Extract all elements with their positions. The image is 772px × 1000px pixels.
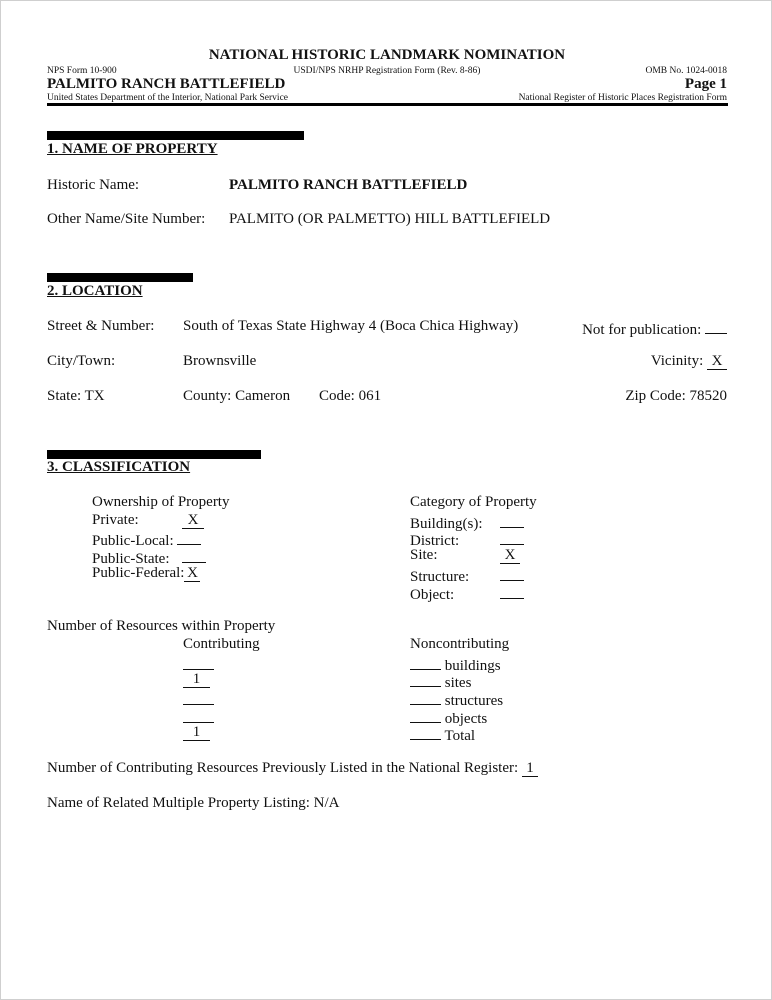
noncontrib-row-total [410,724,475,745]
noncontrib-type-label: sites [444,675,472,691]
contributing-field[interactable]: 1 [183,725,210,741]
category-title: Category of Property [410,494,537,510]
noncontributing-field[interactable] [410,707,441,723]
historic-name-value: PALMITO RANCH BATTLEFIELD [229,177,468,193]
noncontributing-field[interactable] [410,671,441,687]
historic-name-label: Historic Name: [47,177,140,193]
ownership-label: Public-Local: [92,533,174,549]
not-for-publication [582,318,727,339]
other-name-label: Other Name/Site Number: [47,211,206,227]
section-heading-classification: 3. CLASSIFICATION [47,459,191,475]
category-label: Object: [410,587,455,603]
noncontrib-type-label: structures [444,693,504,709]
previously-listed-label: Number of Contributing Resources Previously Listed in the National Register: [47,760,519,776]
page-number: Page 1 [684,76,727,92]
vicinity-field[interactable]: X [707,354,727,370]
contributing-label: Contributing [183,636,260,652]
multiple-property-listing: Name of Related Multiple Property Listing: N/A [47,795,340,811]
section-bar-3 [47,450,261,459]
noncontributing-field[interactable] [410,724,441,740]
ownership-field[interactable] [182,547,206,563]
ownership-label: Private: [92,512,139,528]
street-value: South of Texas State Highway 4 (Boca Chica Highway) [183,318,519,334]
code-label: Code: 061 [319,388,382,404]
other-name-value: PALMITO (OR PALMETTO) HILL BATTLEFIELD [229,211,551,227]
category-label: Building(s): [410,516,483,532]
noncontributing-field[interactable] [410,654,441,670]
category-row-site [410,547,520,564]
ownership-label: Public-State: [92,551,170,567]
form-title: NATIONAL HISTORIC LANDMARK NOMINATION [208,47,566,63]
resources-title: Number of Resources within Property [47,618,276,634]
registration-form-rev: USDI/NPS NRHP Registration Form (Rev. 8-86) [293,66,481,76]
state-label: State: TX [47,388,105,404]
ownership-row-private [92,512,204,529]
section-bar-2 [47,273,193,282]
section-heading-name: 1. NAME OF PROPERTY [47,141,218,157]
not-for-publication-label: Not for publication: [582,322,702,338]
noncontributing-field[interactable] [410,689,441,705]
section-bar-1 [47,131,304,140]
section-heading-location: 2. LOCATION [47,283,143,299]
street-label: Street & Number: [47,318,155,334]
omb-number: OMB No. 1024-0018 [645,66,727,76]
category-field[interactable] [500,565,524,581]
contributing-total [183,724,210,741]
category-row-object [410,583,524,604]
category-label: Structure: [410,569,470,585]
contributing-field[interactable] [183,707,214,723]
property-name-header: PALMITO RANCH BATTLEFIELD [47,76,286,92]
city-label: City/Town: [47,353,116,369]
contributing-field[interactable] [183,654,214,670]
previously-listed-field[interactable]: 1 [522,761,538,777]
city-value: Brownsville [183,353,257,369]
ownership-row-public-federal [92,565,200,582]
not-for-publication-field[interactable] [705,318,727,334]
register-line: National Register of Historic Places Registration Form [518,93,727,103]
ownership-field[interactable]: X [184,566,200,582]
category-label: District: [410,533,460,549]
department-line: United States Department of the Interior, National Park Service [47,93,289,103]
vicinity [651,353,727,370]
county-label: County: Cameron [183,388,291,404]
header-rule [47,103,728,106]
category-field[interactable] [500,512,524,528]
ownership-title: Ownership of Property [92,494,230,510]
category-field[interactable] [500,529,524,545]
ownership-field[interactable]: X [182,513,204,529]
noncontrib-type-label: Total [444,728,476,744]
ownership-label: Public-Federal: [92,565,185,581]
ownership-field[interactable] [177,529,201,545]
contributing-field[interactable] [183,689,214,705]
category-field[interactable]: X [500,548,520,564]
previously-listed [47,760,538,777]
noncontrib-type-label: objects [444,711,488,727]
noncontrib-type-label: buildings [444,658,501,674]
category-field[interactable] [500,583,524,599]
contributing-field[interactable]: 1 [183,672,210,688]
form-number: NPS Form 10-900 [47,66,117,76]
category-label: Site: [410,547,438,563]
vicinity-label: Vicinity: [650,353,704,369]
noncontributing-label: Noncontributing [410,636,510,652]
contributing-sites [183,671,210,688]
zip-label: Zip Code: 78520 [625,388,727,404]
